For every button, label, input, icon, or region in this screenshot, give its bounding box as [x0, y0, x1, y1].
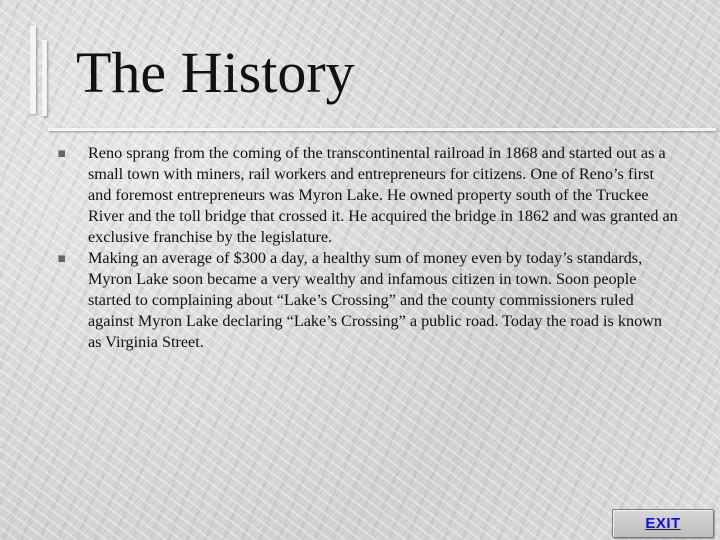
frame-decoration-outer	[30, 26, 36, 114]
slide-title: The History	[76, 40, 355, 105]
square-bullet-icon	[58, 150, 65, 157]
exit-button[interactable]	[612, 509, 714, 538]
bullet-text: Making an average of $300 a day, a healthy sum of money even by today’s standards, Myron Lake soon became a very wealthy and infamous citizen in town. Soon people started to complaining about “Lake’s Crossing” and the county commissioners ruled against Myron Lake declaring “Lake’s Crossing” a public road. Today the road is known as Virginia Street.	[88, 249, 662, 351]
bullet-text: Reno sprang from the coming of the transcontinental railroad in 1868 and started out as a small town with miners, rail workers and entrepreneurs for citizens. One of Reno’s first and foremost entrepreneurs was Myron Lake. He owned property south of the Truckee River and the toll bridge that crossed it. He acquired the bridge in 1862 and was granted an exclusive franchise by the legislature.	[88, 144, 678, 246]
bullet-item	[58, 143, 678, 248]
bullet-list	[58, 143, 678, 353]
square-bullet-icon	[58, 255, 65, 262]
bullet-item	[58, 248, 678, 353]
title-divider	[48, 128, 716, 131]
exit-label[interactable]: EXIT	[645, 515, 681, 532]
frame-decoration-inner	[42, 40, 47, 116]
